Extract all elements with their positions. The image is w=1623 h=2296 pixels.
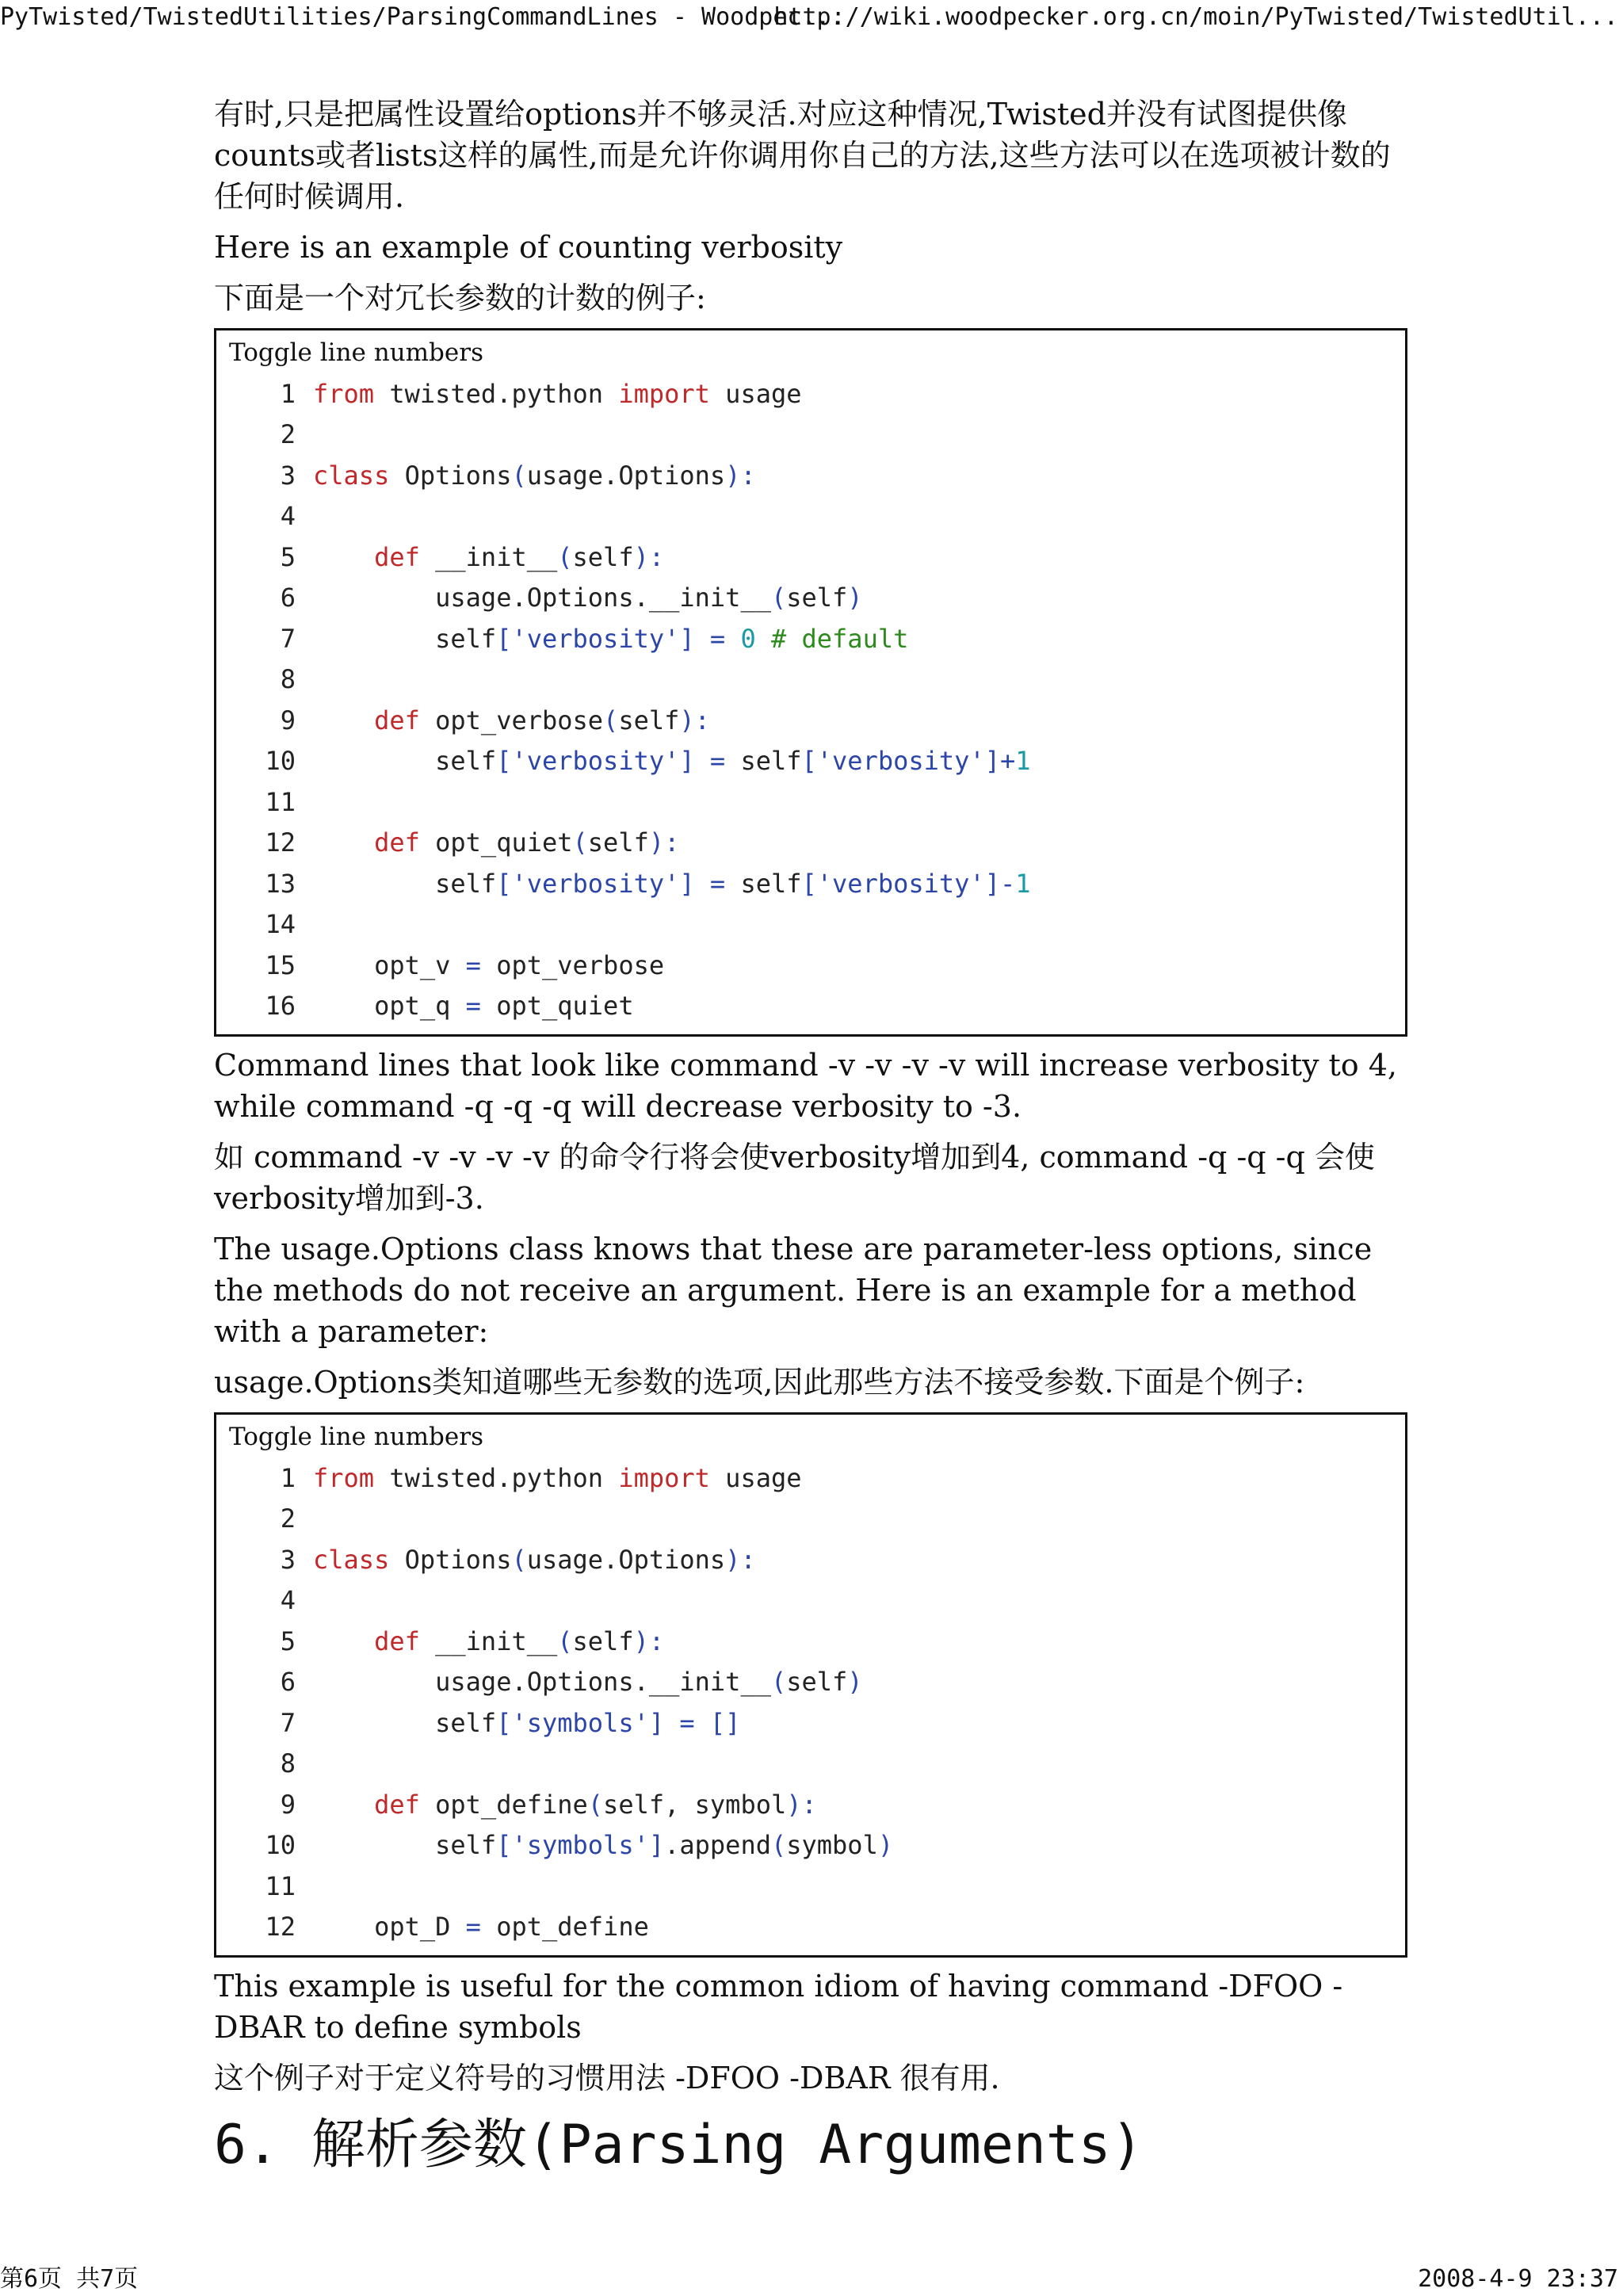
code-token <box>313 1790 374 1820</box>
code-token: ( <box>770 1830 787 1861</box>
code-line <box>229 537 1392 578</box>
code-token <box>756 624 771 654</box>
code-token: twisted.python <box>374 378 619 409</box>
line-number: 14 <box>265 909 296 940</box>
page-url: http://wiki.woodpecker.org.cn/moin/PyTwisted/TwistedUtil... <box>773 3 1618 31</box>
code-token: = <box>709 623 726 654</box>
line-number: 7 <box>280 1707 296 1738</box>
print-footer <box>0 2265 1623 2294</box>
code-token: self <box>313 623 497 654</box>
code-token: 'verbosity' <box>511 623 680 654</box>
code-token: ) <box>786 1789 802 1820</box>
code-line <box>229 1662 1392 1703</box>
code-token: = <box>709 746 726 777</box>
code-token <box>695 746 710 776</box>
code-token: ] <box>648 1830 665 1861</box>
code-token: usage.Options <box>526 460 726 491</box>
code-line <box>229 1744 1392 1785</box>
code-token: 'verbosity' <box>816 746 985 777</box>
code-text <box>313 583 863 613</box>
code-text <box>313 991 634 1021</box>
print-header <box>0 2 1623 33</box>
code-line <box>229 415 1392 456</box>
line-number: 10 <box>265 1830 296 1861</box>
code-text <box>313 1626 664 1656</box>
paragraph: 下面是一个对冗长参数的计数的例子: <box>214 281 706 315</box>
code-text <box>313 624 908 654</box>
code-token: [ <box>496 1830 512 1861</box>
code-token: 'verbosity' <box>816 868 985 899</box>
code-token: 'verbosity' <box>511 868 680 899</box>
code-token: ( <box>770 583 787 613</box>
code-lines <box>229 373 1392 1026</box>
code-text <box>313 542 664 572</box>
code-block-counting <box>214 328 1407 1037</box>
code-text <box>313 1708 740 1738</box>
code-token: ( <box>603 705 619 735</box>
code-token: ) <box>633 541 649 572</box>
code-token: self <box>572 541 634 572</box>
code-token: self <box>313 1707 497 1738</box>
code-token: ( <box>557 541 573 572</box>
code-token: def <box>374 1626 420 1656</box>
code-token <box>725 624 740 654</box>
line-number: 2 <box>280 419 296 450</box>
page-counter: 第6页 共7页 <box>0 2265 139 2293</box>
code-token <box>313 827 374 858</box>
code-token: opt_verbose <box>419 705 604 735</box>
page-title: PyTwisted/TwistedUtilities/ParsingCommandLines - Woodpec... <box>0 3 845 31</box>
code-text <box>313 379 802 409</box>
code-token: ) <box>648 827 665 858</box>
code-token: opt_quiet <box>419 827 573 858</box>
code-line <box>229 496 1392 537</box>
article-content <box>214 94 1412 2181</box>
line-number: 10 <box>265 746 296 777</box>
paragraph: 这个例子对于定义符号的习惯用法 -DFOO -DBAR 很有用. <box>214 2061 1000 2095</box>
code-token: .append <box>664 1830 771 1861</box>
line-number: 11 <box>265 1870 296 1901</box>
line-number: 6 <box>280 1667 296 1698</box>
code-token: ) <box>633 1626 649 1656</box>
code-line <box>229 700 1392 741</box>
code-token: def <box>374 705 420 735</box>
line-number: 9 <box>280 1789 296 1820</box>
code-token: = <box>709 868 726 899</box>
code-token: = <box>465 1912 481 1943</box>
code-line <box>229 1702 1392 1744</box>
code-token: ) <box>725 1544 741 1575</box>
code-line <box>229 823 1392 864</box>
code-token: ] <box>679 746 695 777</box>
code-token: usage <box>709 378 802 409</box>
code-token: 1 <box>1015 746 1031 777</box>
code-text <box>313 705 710 735</box>
code-token: # default <box>770 623 909 654</box>
code-token <box>695 1708 710 1738</box>
code-line <box>229 741 1392 782</box>
code-token: opt_D <box>313 1912 466 1943</box>
paragraph: Command lines that look like command -v -v -v -v will increase verbosity to 4, while command -q -q -q will decrease verbosity to -3. <box>214 1048 1398 1124</box>
code-token: class <box>313 1544 390 1575</box>
code-token: class <box>313 460 390 491</box>
code-token: - <box>999 868 1016 899</box>
code-token: self, symbol <box>603 1789 787 1820</box>
line-number: 3 <box>280 460 296 491</box>
code-line <box>229 659 1392 701</box>
code-token: self <box>786 583 848 613</box>
code-token: self <box>725 868 802 899</box>
code-token: opt_q <box>313 991 466 1022</box>
line-number: 12 <box>265 827 296 858</box>
code-token: ) <box>847 583 863 613</box>
code-token: import <box>618 1462 710 1493</box>
line-number: 7 <box>280 623 296 654</box>
code-line <box>229 1825 1392 1866</box>
code-token: 'verbosity' <box>511 746 680 777</box>
code-line <box>229 618 1392 659</box>
line-number: 8 <box>280 664 296 695</box>
line-number: 12 <box>265 1912 296 1943</box>
code-text <box>313 1790 817 1820</box>
code-token: ] <box>679 868 695 899</box>
code-token: self <box>725 746 802 777</box>
code-line <box>229 863 1392 904</box>
code-token: = <box>679 1707 695 1738</box>
code-token: [] <box>709 1707 741 1738</box>
line-number: 11 <box>265 786 296 817</box>
code-text <box>313 950 664 980</box>
line-number: 9 <box>280 705 296 735</box>
line-number: 3 <box>280 1544 296 1575</box>
code-token: [ <box>801 868 817 899</box>
code-token: def <box>374 827 420 858</box>
code-token: 'symbols' <box>511 1830 649 1861</box>
code-text <box>313 1667 863 1697</box>
code-token: ( <box>572 827 588 858</box>
code-token: = <box>465 949 481 980</box>
print-datetime: 2008-4-9 23:37 <box>1418 2265 1618 2293</box>
code-token: ( <box>511 460 527 491</box>
code-token: [ <box>496 868 512 899</box>
code-token: ) <box>847 1667 863 1698</box>
code-token: opt_quiet <box>480 991 634 1022</box>
code-token: ) <box>725 460 741 491</box>
code-line <box>229 945 1392 986</box>
code-token: 'symbols' <box>511 1707 649 1738</box>
code-line <box>229 986 1392 1027</box>
code-token: opt_verbose <box>480 949 665 980</box>
code-token <box>313 705 374 735</box>
code-token: symbol <box>786 1830 878 1861</box>
paragraph: The usage.Options class knows that these are parameter-less options, since the methods do not receive an argument. Here is an example for a method with a parameter: <box>214 1232 1373 1349</box>
code-line <box>229 1784 1392 1825</box>
code-token: = <box>465 991 481 1022</box>
line-number: 5 <box>280 1626 296 1656</box>
code-text <box>313 746 1030 776</box>
code-token: [ <box>496 746 512 777</box>
code-token: Options <box>389 1544 512 1575</box>
code-line <box>229 1621 1392 1662</box>
code-token: usage.Options.__init__ <box>313 583 771 613</box>
code-token: ( <box>587 1789 604 1820</box>
code-token: : <box>664 827 680 858</box>
code-token: opt_v <box>313 949 466 980</box>
line-number: 16 <box>265 991 296 1022</box>
code-token <box>313 542 374 572</box>
code-token: self <box>313 746 497 777</box>
code-token: ( <box>557 1626 573 1656</box>
code-token: opt_define <box>419 1789 588 1820</box>
line-number: 8 <box>280 1748 296 1779</box>
code-token: : <box>694 705 710 735</box>
line-number: 2 <box>280 1503 296 1534</box>
code-token: : <box>740 460 756 491</box>
code-token: def <box>374 541 420 572</box>
code-token: 0 <box>740 623 756 654</box>
code-token: self <box>313 868 497 899</box>
line-number: 15 <box>265 949 296 980</box>
code-line <box>229 373 1392 415</box>
code-text <box>313 1463 802 1493</box>
code-token: __init__ <box>419 541 558 572</box>
code-token: ( <box>511 1544 527 1575</box>
code-token: ] <box>648 1707 665 1738</box>
line-number: 4 <box>280 501 296 532</box>
code-token: self <box>587 827 649 858</box>
code-token: self <box>786 1667 848 1698</box>
code-token: : <box>648 1626 665 1656</box>
code-token <box>664 1708 679 1738</box>
line-number: 1 <box>280 1462 296 1493</box>
code-token: usage.Options <box>526 1544 726 1575</box>
code-line <box>229 781 1392 823</box>
code-token <box>695 624 710 654</box>
code-line <box>229 1866 1392 1907</box>
code-token: opt_define <box>480 1912 649 1943</box>
code-line <box>229 455 1392 496</box>
code-token: + <box>999 746 1016 777</box>
code-token: twisted.python <box>374 1462 619 1493</box>
code-text <box>313 1830 893 1860</box>
code-lines <box>229 1457 1392 1947</box>
code-line <box>229 1580 1392 1622</box>
line-number: 13 <box>265 868 296 899</box>
code-token: ( <box>770 1667 787 1698</box>
code-token: self <box>572 1626 634 1656</box>
code-text <box>313 460 756 491</box>
code-token: : <box>740 1544 756 1575</box>
code-line <box>229 1499 1392 1540</box>
code-token: usage <box>709 1462 802 1493</box>
code-token: 1 <box>1015 868 1031 899</box>
code-line <box>229 1907 1392 1948</box>
code-token: ] <box>984 746 1000 777</box>
paragraph: 如 command -v -v -v -v 的命令行将会使verbosity增加到4, command -q -q -q 会使verbosity增加到-3. <box>214 1140 1375 1216</box>
code-token: [ <box>801 746 817 777</box>
paragraph: This example is useful for the common idiom of having command -DFOO -DBAR to define symbols <box>214 1969 1343 2045</box>
code-token: def <box>374 1789 420 1820</box>
code-token: ) <box>877 1830 894 1861</box>
paragraph: Here is an example of counting verbosity <box>214 230 843 265</box>
section-heading: 6. 解析参数(Parsing Arguments) <box>214 2114 1144 2176</box>
code-token: self <box>618 705 680 735</box>
paragraph: usage.Options类知道哪些无参数的选项,因此那些方法不接受参数.下面是个例子: <box>214 1365 1305 1400</box>
code-text <box>313 827 679 858</box>
code-text <box>313 1912 649 1942</box>
line-number: 6 <box>280 583 296 613</box>
code-token: ) <box>679 705 695 735</box>
code-line <box>229 1539 1392 1580</box>
code-line <box>229 1457 1392 1499</box>
code-token: : <box>648 541 665 572</box>
line-number: 4 <box>280 1585 296 1616</box>
code-token <box>695 869 710 899</box>
paragraph: 有时,只是把属性设置给options并不够灵活.对应这种情况,Twisted并没有试图提供像counts或者lists这样的属性,而是允许你调用你自己的方法,这些方法可以在选项被计数的任何时候调用. <box>214 97 1391 214</box>
code-token: ] <box>984 868 1000 899</box>
code-token: import <box>618 378 710 409</box>
code-token: from <box>313 1462 375 1493</box>
toggle-line-numbers-link[interactable]: Toggle line numbers <box>229 1423 483 1451</box>
code-token: __init__ <box>419 1626 558 1656</box>
code-text <box>313 869 1030 899</box>
code-line <box>229 578 1392 619</box>
code-line <box>229 904 1392 946</box>
code-token: from <box>313 378 375 409</box>
code-token: Options <box>389 460 512 491</box>
code-token <box>313 1626 374 1656</box>
code-token: : <box>801 1789 817 1820</box>
line-number: 5 <box>280 541 296 572</box>
line-number: 1 <box>280 378 296 409</box>
code-token: [ <box>496 623 512 654</box>
code-token: [ <box>496 1707 512 1738</box>
code-token: self <box>313 1830 497 1861</box>
code-token: usage.Options.__init__ <box>313 1667 771 1698</box>
code-block-parameter <box>214 1412 1407 1958</box>
toggle-line-numbers-link[interactable]: Toggle line numbers <box>229 338 483 367</box>
code-text <box>313 1545 756 1575</box>
code-token: ] <box>679 623 695 654</box>
